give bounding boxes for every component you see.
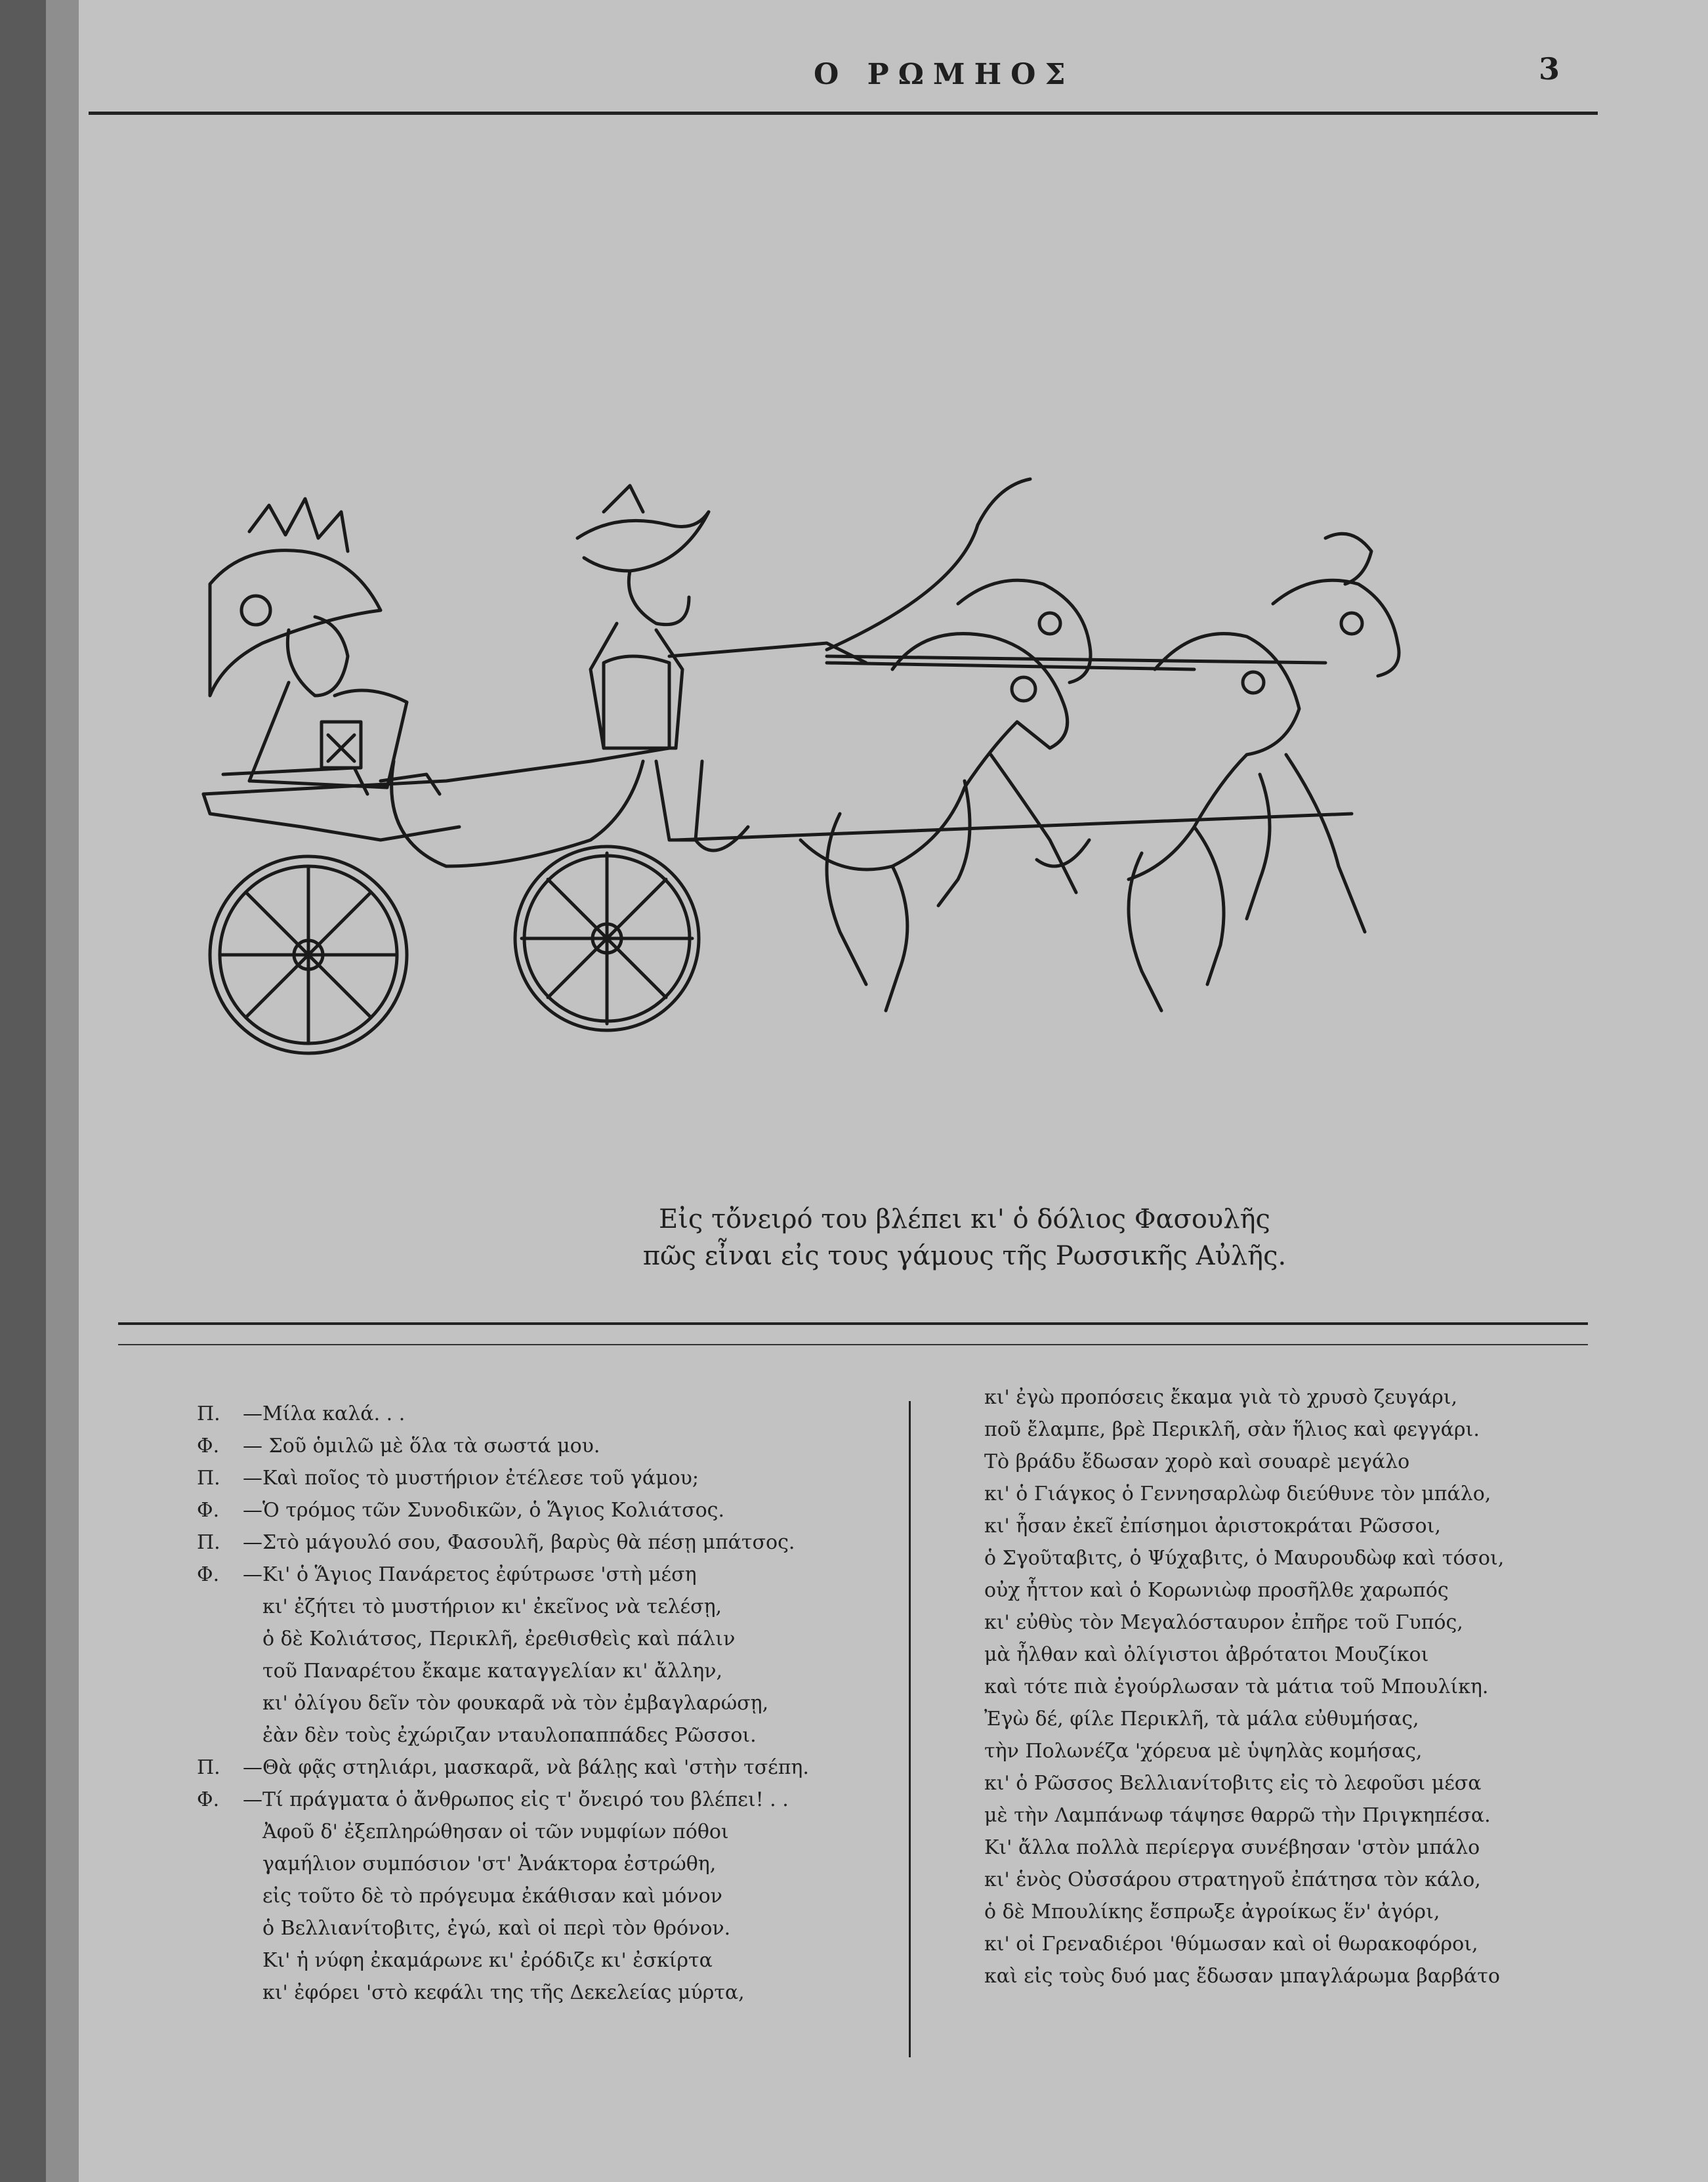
header-rule (89, 112, 1598, 115)
dialogue-line (197, 1398, 809, 1430)
verse-line: κι' εὐθὺς τὸν Μεγαλόσταυρον ἐπῆρε τοῦ Γυπός, (984, 1611, 1463, 1634)
line-text: γαμήλιον συμπόσιον 'στ' Ἀνάκτορα ἐστρώθη, (262, 1853, 717, 1876)
verse-line: μὲ τὴν Λαμπάνωφ τάψησε θαρρῶ τὴν Πριγκηπέσα. (984, 1804, 1491, 1827)
line-text: —Θὰ φᾷς στηλιάρι, μασκαρᾶ, νὰ βάλῃς καὶ 'στὴν τσέπη. (243, 1756, 809, 1779)
cartoon-caption (604, 1201, 1325, 1274)
line-text: Ἀφοῦ δ' ἐξεπληρώθησαν οἱ τῶν νυμφίων πόθοι (262, 1820, 729, 1843)
dialogue-line (197, 1623, 809, 1655)
dialogue-line (197, 1784, 809, 1816)
page-number: 3 (1539, 51, 1560, 87)
verse-line: καὶ τότε πιὰ ἐγούρλωσαν τὰ μάτια τοῦ Μπουλίκη. (984, 1675, 1489, 1698)
verse-line: καὶ εἰς τοὺς δυό μας ἔδωσαν μπαγλάρωμα βαρβάτο (984, 1965, 1500, 1988)
dialogue-line (197, 1559, 809, 1591)
dialogue-line (197, 1848, 809, 1880)
line-text: —Ὁ τρόμος τῶν Συνοδικῶν, ὁ Ἅγιος Κολιάτσος. (243, 1499, 725, 1522)
line-text: ὁ Βελλιανίτοβιτς, ἐγώ, καὶ οἱ περὶ τὸν θρόνον. (262, 1917, 731, 1940)
dialogue-line (197, 1526, 809, 1559)
speaker-tag: Π. (197, 1467, 220, 1490)
dialogue-line (197, 1687, 809, 1719)
line-text: κι' ὀλίγου δεῖν τὸν φουκαρᾶ νὰ τὸν ἐμβαγλαρώσῃ, (262, 1692, 769, 1715)
dialogue-line (197, 1462, 809, 1494)
line-text: —Τί πράγματα ὁ ἄνθρωπος εἰς τ' ὄνειρό του βλέπει! . . (243, 1788, 789, 1811)
carriage (203, 656, 702, 866)
dialogue-line (197, 1655, 809, 1687)
dialogue-line (197, 1944, 809, 1977)
passenger-figure (210, 499, 440, 794)
verse-line: κι' ὁ Γιάγκος ὁ Γεννησαρλὼφ διεύθυνε τὸν μπάλο, (984, 1482, 1491, 1505)
dialogue-line (197, 1977, 809, 2009)
verse-line: μὰ ἦλθαν καὶ ὀλίγιστοι ἀβρότατοι Μουζίκοι (984, 1643, 1429, 1666)
verse-line: κι' ὁ Ρῶσσος Βελλιανίτοβιτς εἰς τὸ λεφοῦσι μέσα (984, 1772, 1482, 1795)
verse-line: κι' ἐγὼ προπόσεις ἔκαμα γιὰ τὸ χρυσὸ ζευγάρι, (984, 1386, 1458, 1409)
dialogue-column-right (984, 1381, 1504, 1992)
speaker-tag: Π. (197, 1756, 220, 1779)
speaker-tag: Π. (197, 1531, 220, 1554)
front-wheel (515, 847, 699, 1030)
line-text: —Μίλα καλά. . . (243, 1402, 406, 1425)
coachman-figure (577, 486, 866, 748)
verse-line: κι' ἑνὸς Οὐσσάρου στρατηγοῦ ἐπάτησα τὸν κάλο, (984, 1868, 1481, 1891)
speaker-tag: Φ. (197, 1788, 220, 1811)
dialogue-column-left (197, 1398, 809, 2009)
speaker-tag: Φ. (197, 1435, 220, 1458)
dialogue-line (197, 1752, 809, 1784)
speaker-tag: Φ. (197, 1499, 220, 1522)
section-rule (118, 1322, 1588, 1325)
caption-line-2: πῶς εἶναι εἰς τους γάμους τῆς Ρωσσικῆς Αὐλῆς. (642, 1241, 1287, 1271)
dialogue-line (197, 1880, 809, 1912)
speaker-tag: Φ. (197, 1563, 220, 1586)
rear-wheel (210, 856, 407, 1053)
carriage-cartoon-illustration (171, 472, 1601, 1102)
line-text: —Στὸ μάγουλό σου, Φασουλῆ, βαρὺς θὰ πέσῃ μπάτσος. (243, 1531, 795, 1554)
line-text: ὁ δὲ Κολιάτσος, Περικλῆ, ἐρεθισθεὶς καὶ πάλιν (262, 1627, 736, 1650)
dialogue-line (197, 1430, 809, 1462)
column-divider (909, 1401, 911, 2057)
binding-edge (46, 0, 79, 2182)
dialogue-line (197, 1591, 809, 1623)
line-text: τοῦ Παναρέτου ἔκαμε καταγγελίαν κι' ἄλλην, (262, 1660, 723, 1683)
book-binding (0, 0, 46, 2182)
verse-line: κι' οἱ Γρεναδιέροι 'θύμωσαν καὶ οἱ θωρακοφόροι, (984, 1933, 1478, 1956)
verse-line: κι' ἦσαν ἐκεῖ ἐπίσημοι ἀριστοκράται Ρῶσσοι, (984, 1515, 1441, 1538)
verse-line: Κι' ἄλλα πολλὰ περίεργα συνέβησαν 'στὸν μπάλο (984, 1836, 1480, 1859)
dialogue-line (197, 1494, 809, 1526)
dialogue-line (197, 1912, 809, 1944)
speaker-tag: Π. (197, 1402, 220, 1425)
line-text: εἰς τοῦτο δὲ τὸ πρόγευμα ἐκάθισαν καὶ μόνον (262, 1885, 722, 1908)
verse-line: ὁ δὲ Μπουλίκης ἔσπρωξε ἀγροίκως ἕν' ἀγόρι, (984, 1900, 1440, 1923)
dialogue-line (197, 1816, 809, 1848)
horse-team (696, 534, 1399, 1011)
verse-line: ὁ Σγοῦταβιτς, ὁ Ψύχαβιτς, ὁ Μαυρουδὼφ καὶ τόσοι, (984, 1547, 1505, 1570)
verse-line: Τὸ βράδυ ἔδωσαν χορὸ καὶ σουαρὲ μεγάλο (984, 1450, 1410, 1473)
line-text: ἐὰν δὲν τοὺς ἐχώριζαν νταυλοπαππάδες Ρῶσσοι. (262, 1724, 757, 1747)
verse-line: τὴν Πολωνέζα 'χόρευα μὲ ὑψηλὰς κομήσας, (984, 1740, 1423, 1763)
line-text: Κι' ἡ νύφη ἐκαμάρωνε κι' ἐρόδιζε κι' ἐσκίρτα (262, 1949, 713, 1972)
verse-line: Ἐγὼ δέ, φίλε Περικλῆ, τὰ μάλα εὐθυμήσας, (984, 1708, 1419, 1731)
line-text: —Κι' ὁ Ἅγιος Πανάρετος ἐφύτρωσε 'στὴ μέση (243, 1563, 697, 1586)
line-text: κι' ἐφόρει 'στὸ κεφάλι της τῆς Δεκελείας μύρτα, (262, 1981, 745, 2004)
section-rule-thin (118, 1344, 1588, 1345)
line-text: κι' ἐζήτει τὸ μυστήριον κι' ἐκεῖνος νὰ τελέσῃ, (262, 1595, 722, 1618)
verse-line: ποῦ ἔλαμπε, βρὲ Περικλῆ, σὰν ἥλιος καὶ φεγγάρι. (984, 1418, 1480, 1441)
line-text: — Σοῦ ὁμιλῶ μὲ ὅλα τὰ σωστά μου. (243, 1435, 600, 1458)
masthead-title: Ο ΡΩΜΗΟΣ (814, 58, 1075, 91)
line-text: —Καὶ ποῖος τὸ μυστήριον ἐτέλεσε τοῦ γάμου; (243, 1467, 699, 1490)
caption-line-1: Εἰς τὄνειρό του βλέπει κι' ὁ δόλιος Φασουλῆς (659, 1204, 1270, 1234)
dialogue-line (197, 1719, 809, 1752)
verse-line: οὐχ ἧττον καὶ ὁ Κορωνιὼφ προσῆλθε χαρωπός (984, 1579, 1449, 1602)
